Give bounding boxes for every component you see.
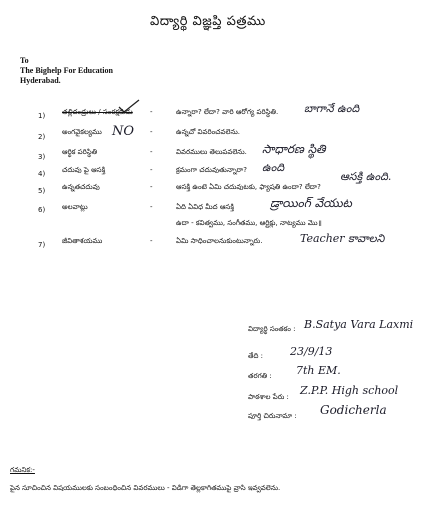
row-number: 4) — [38, 170, 46, 178]
row-dash: - — [150, 148, 153, 156]
school-label: పాఠశాల పేరు : — [248, 393, 289, 401]
row-label: జీవితాశయము — [62, 237, 103, 245]
row-number: 5) — [38, 187, 46, 195]
row-prompt: క్రమంగా చదువుతున్నారా? — [176, 166, 247, 174]
class-value: 7th EM. — [296, 364, 341, 377]
row-label: చదువు పై ఆసక్తి — [62, 166, 106, 174]
row-prompt: ఉన్నచో వివరించవలెను. — [176, 128, 240, 136]
note-text: పైన సూచించిన విషయములకు సంబంధించిన వివరములు - విడిగా తెల్లకాగితముపై వ్రాసి ఇవ్వవలెను. — [10, 484, 281, 492]
row-prompt: ఆసక్తి ఉంటె ఏమి చదువుటకు, ఫ్యాషతి ఉందా? లేదా? — [176, 183, 321, 191]
recipient-name: The Bighelp For Education — [20, 66, 113, 75]
row-answer: బాగానే ఉంది — [304, 102, 360, 115]
signature-label: విద్యార్థి సంతకం : — [248, 325, 296, 333]
row-label: అంగవైకల్యము — [62, 128, 102, 136]
address-value: Godicherla — [320, 403, 387, 417]
row-answer: Teacher కావాలని — [300, 232, 385, 245]
row-answer: ఆసక్తి ఉంది. — [340, 170, 392, 183]
check-mark-icon — [118, 99, 140, 113]
row-dash: - — [150, 166, 153, 174]
date-label: తేది : — [248, 352, 263, 360]
row-number: 2) — [38, 133, 46, 141]
row-prompt: వివరములు తెలుపవలెను. — [176, 148, 247, 156]
row-dash: - — [150, 237, 153, 245]
page-title: విద్యార్థి విజ్ఞప్తి పత్రము — [150, 14, 266, 29]
row-number: 1) — [38, 112, 46, 120]
row-label: ఉన్నతచదువు — [62, 183, 100, 191]
row-number: 3) — [38, 153, 46, 161]
row-dash: - — [150, 128, 153, 136]
row-label: ఆర్థిక పరిస్థితి — [62, 148, 98, 156]
row-dash: - — [150, 203, 153, 211]
row-prompt: ఏది ఏవిధ మీద ఆసక్తి — [176, 203, 234, 211]
note-title: గమనిక:- — [10, 466, 35, 474]
row-number: 6) — [38, 206, 46, 214]
recipient-city: Hyderabad. — [20, 76, 61, 85]
row-prompt: ఉన్నారా? లేదా? వారి ఆరోగ్య పరిస్థితి. — [176, 108, 279, 116]
address-label: పూర్తి చిరునామా : — [248, 412, 297, 420]
row-answer: సాధారణ స్థితి — [262, 142, 326, 156]
to-line: To — [20, 56, 29, 65]
school-value: Z.P.P. High school — [300, 384, 399, 397]
signature-value: B.Satya Vara Laxmi — [304, 318, 414, 331]
row-dash: - — [150, 108, 153, 116]
row-number: 7) — [38, 241, 46, 249]
row-answer: డ్రాయింగ్ వేయుట — [270, 196, 352, 210]
row-note: NO — [112, 124, 135, 139]
row-answer: ఉంది — [262, 161, 285, 174]
row-example: ఉదా - కవిత్వము, సంగీతము, ఆర్టిక్లు, నాట్యము మొ॥ — [176, 219, 322, 227]
date-value: 23/9/13 — [290, 345, 333, 358]
row-prompt: ఏమి సాధించాలనుకుంటున్నారు. — [176, 237, 263, 245]
row-label: అలవాట్లు — [62, 203, 88, 211]
class-label: తరగతి : — [248, 372, 272, 380]
row-dash: - — [150, 183, 153, 191]
row-label: తల్లిదండ్రులు / సంరక్షకుడు — [62, 108, 133, 116]
